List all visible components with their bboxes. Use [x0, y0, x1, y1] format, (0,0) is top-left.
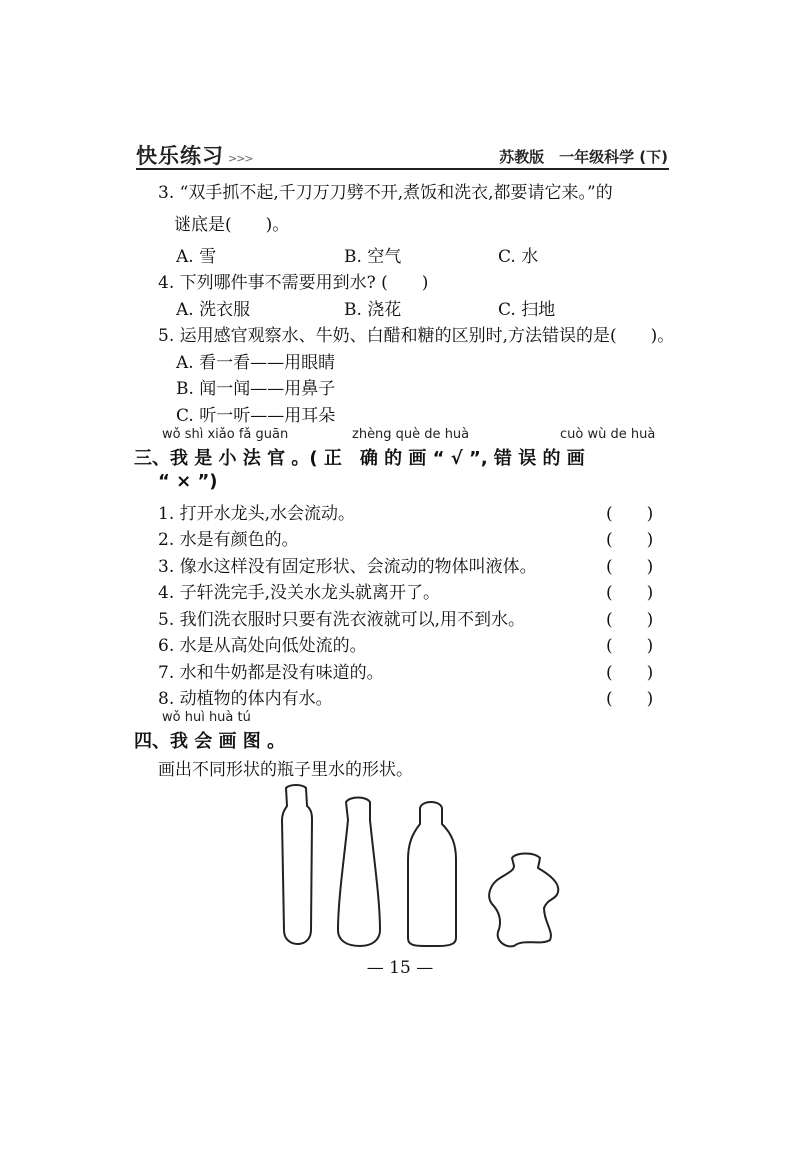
header-divider: [136, 168, 669, 170]
q3-option-c: C. 水: [498, 247, 539, 267]
judge-answer-8[interactable]: ( ): [606, 689, 654, 709]
judge-item-4: 4. 子轩洗完手,没关水龙头就离开了。: [158, 583, 441, 603]
q4-option-c: C. 扫地: [498, 300, 556, 320]
judge-answer-4[interactable]: ( ): [606, 583, 654, 603]
q5-option-c: C. 听一听——用耳朵: [176, 406, 336, 426]
section3-heading-cont: “ × ”): [158, 471, 218, 492]
chevron-decoration-icon: >>>: [228, 152, 253, 165]
judge-item-5: 5. 我们洗衣服时只要有洗衣液就可以,用不到水。: [158, 610, 526, 630]
q3-line1: 3. “双手抓不起,千刀万刀劈不开,煮饭和洗衣,都要请它来。”的: [158, 183, 613, 203]
judge-answer-5[interactable]: ( ): [606, 610, 654, 630]
q4-option-b: B. 浇花: [344, 300, 402, 320]
q5-line: 5. 运用感官观察水、牛奶、白醋和糖的区别时,方法错误的是( )。: [158, 326, 675, 346]
judge-answer-3[interactable]: ( ): [606, 557, 654, 577]
bottle-3-outline: [408, 802, 456, 946]
judge-item-8: 8. 动植物的体内有水。: [158, 689, 333, 709]
judge-answer-7[interactable]: ( ): [606, 663, 654, 683]
section3-heading: 三、我 是 小 法 官 。( 正 确 的 画 “ √ ”, 错 误 的 画: [134, 448, 585, 469]
q3-option-b: B. 空气: [344, 247, 402, 267]
judge-answer-2[interactable]: ( ): [606, 530, 654, 550]
q3-option-a: A. 雪: [176, 247, 217, 267]
section4-pinyin: wǒ huì huà tú: [162, 710, 251, 725]
edition-label: 苏教版 一年级科学 (下): [499, 148, 668, 166]
q5-option-b: B. 闻一闻——用鼻子: [176, 379, 336, 399]
judge-item-1: 1. 打开水龙头,水会流动。: [158, 504, 356, 524]
section3-pinyin-correct: zhèng què de huà: [352, 427, 470, 442]
judge-answer-6[interactable]: ( ): [606, 636, 654, 656]
bottles-drawing[interactable]: [260, 780, 560, 955]
section3-pinyin-wrong: cuò wù de huà: [560, 427, 656, 442]
bottle-4-outline: [489, 854, 558, 947]
q4-line: 4. 下列哪件事不需要用到水? ( ): [158, 273, 429, 293]
bottle-2-outline: [338, 798, 380, 947]
judge-answer-1[interactable]: ( ): [606, 504, 654, 524]
section4-heading: 四、我 会 画 图 。: [134, 731, 286, 752]
q5-option-a: A. 看一看——用眼睛: [176, 353, 336, 373]
bottle-1-outline: [282, 785, 312, 944]
judge-item-7: 7. 水和牛奶都是没有味道的。: [158, 663, 384, 683]
judge-item-6: 6. 水是从高处向低处流的。: [158, 636, 367, 656]
page-title: 快乐练习: [136, 144, 224, 168]
section4-instruction: 画出不同形状的瓶子里水的形状。: [158, 760, 413, 780]
section3-pinyin-title: wǒ shì xiǎo fǎ guān: [162, 427, 289, 442]
judge-item-3: 3. 像水这样没有固定形状、会流动的物体叫液体。: [158, 557, 537, 577]
judge-item-2: 2. 水是有颜色的。: [158, 530, 299, 550]
q4-option-a: A. 洗衣服: [176, 300, 251, 320]
q3-line2: 谜底是( )。: [174, 215, 290, 235]
page-number: — 15 —: [366, 958, 434, 978]
